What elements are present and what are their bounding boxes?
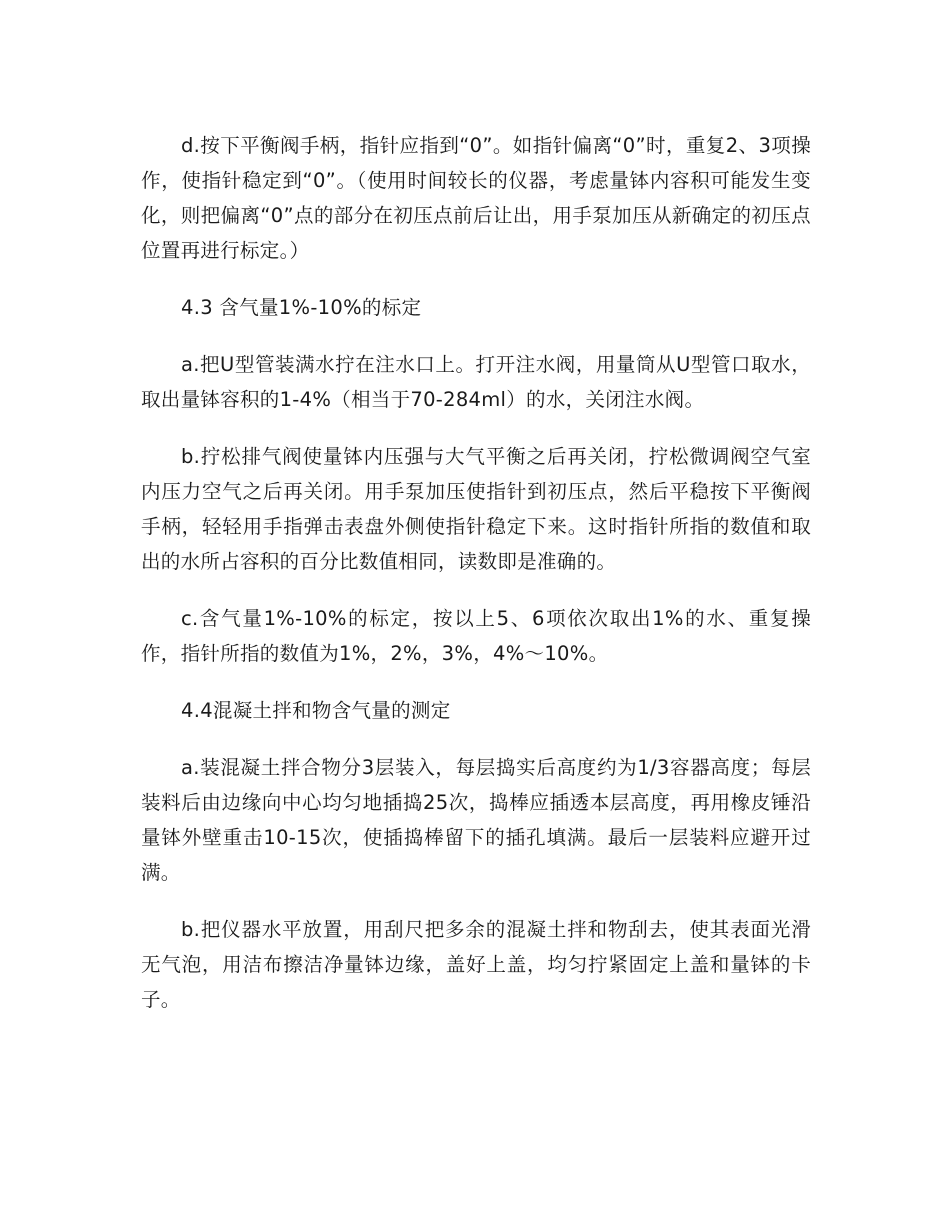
document-body <box>141 128 811 1039</box>
paragraph-4-4-b: b.把仪器水平放置，用刮尺把多余的混凝土拌和物刮去，使其表面光滑无气泡，用洁布擦洁净量钵边缘，盖好上盖，均匀拧紧固定上盖和量钵的卡子。 <box>141 918 811 1011</box>
paragraph-4-3-c: c.含气量1%-10%的标定，按以上5、6项依次取出1%的水、重复操作，指针所指的数值为1%，2%，3%，4%～10%。 <box>141 607 811 665</box>
section-heading-4-4: 4.4混凝土拌和物含气量的测定 <box>181 699 451 722</box>
paragraph-4-3-a: a.把U型管装满水拧在注水口上。打开注水阀，用量筒从U型管口取水，取出量钵容积的1-4%（相当于70-284ml）的水，关闭注水阀。 <box>141 353 811 411</box>
paragraph-4-4-a: a.装混凝土拌合物分3层装入，每层捣实后高度约为1/3容器高度；每层装料后由边缘向中心均匀地插捣25次，捣棒应插透本层高度，再用橡皮锤沿量钵外壁重击10-15次，使插捣棒留下的插孔填满。最后一层装料应避开过满。 <box>141 756 811 884</box>
paragraph-d-balance-valve: d.按下平衡阀手柄，指针应指到“0”。如指针偏离“0”时，重复2、3项操作，使指针稳定到“0”。（使用时间较长的仪器，考虑量钵内容积可能发生变化，则把偏离“0”点的部分在初压点前后让出，用手泵加压从新确定的初压点位置再进行标定。） <box>141 134 811 262</box>
paragraph-4-3-b: b.拧松排气阀使量钵内压强与大气平衡之后再关闭，拧松微调阀空气室内压力空气之后再关闭。用手泵加压使指针到初压点，然后平稳按下平衡阀手柄，轻轻用手指弹击表盘外侧使指针稳定下来。这时指针所指的数值和取出的水所占容积的百分比数值相同，读数即是准确的。 <box>141 445 811 573</box>
section-heading-4-3: 4.3 含气量1%-10%的标定 <box>181 296 422 319</box>
